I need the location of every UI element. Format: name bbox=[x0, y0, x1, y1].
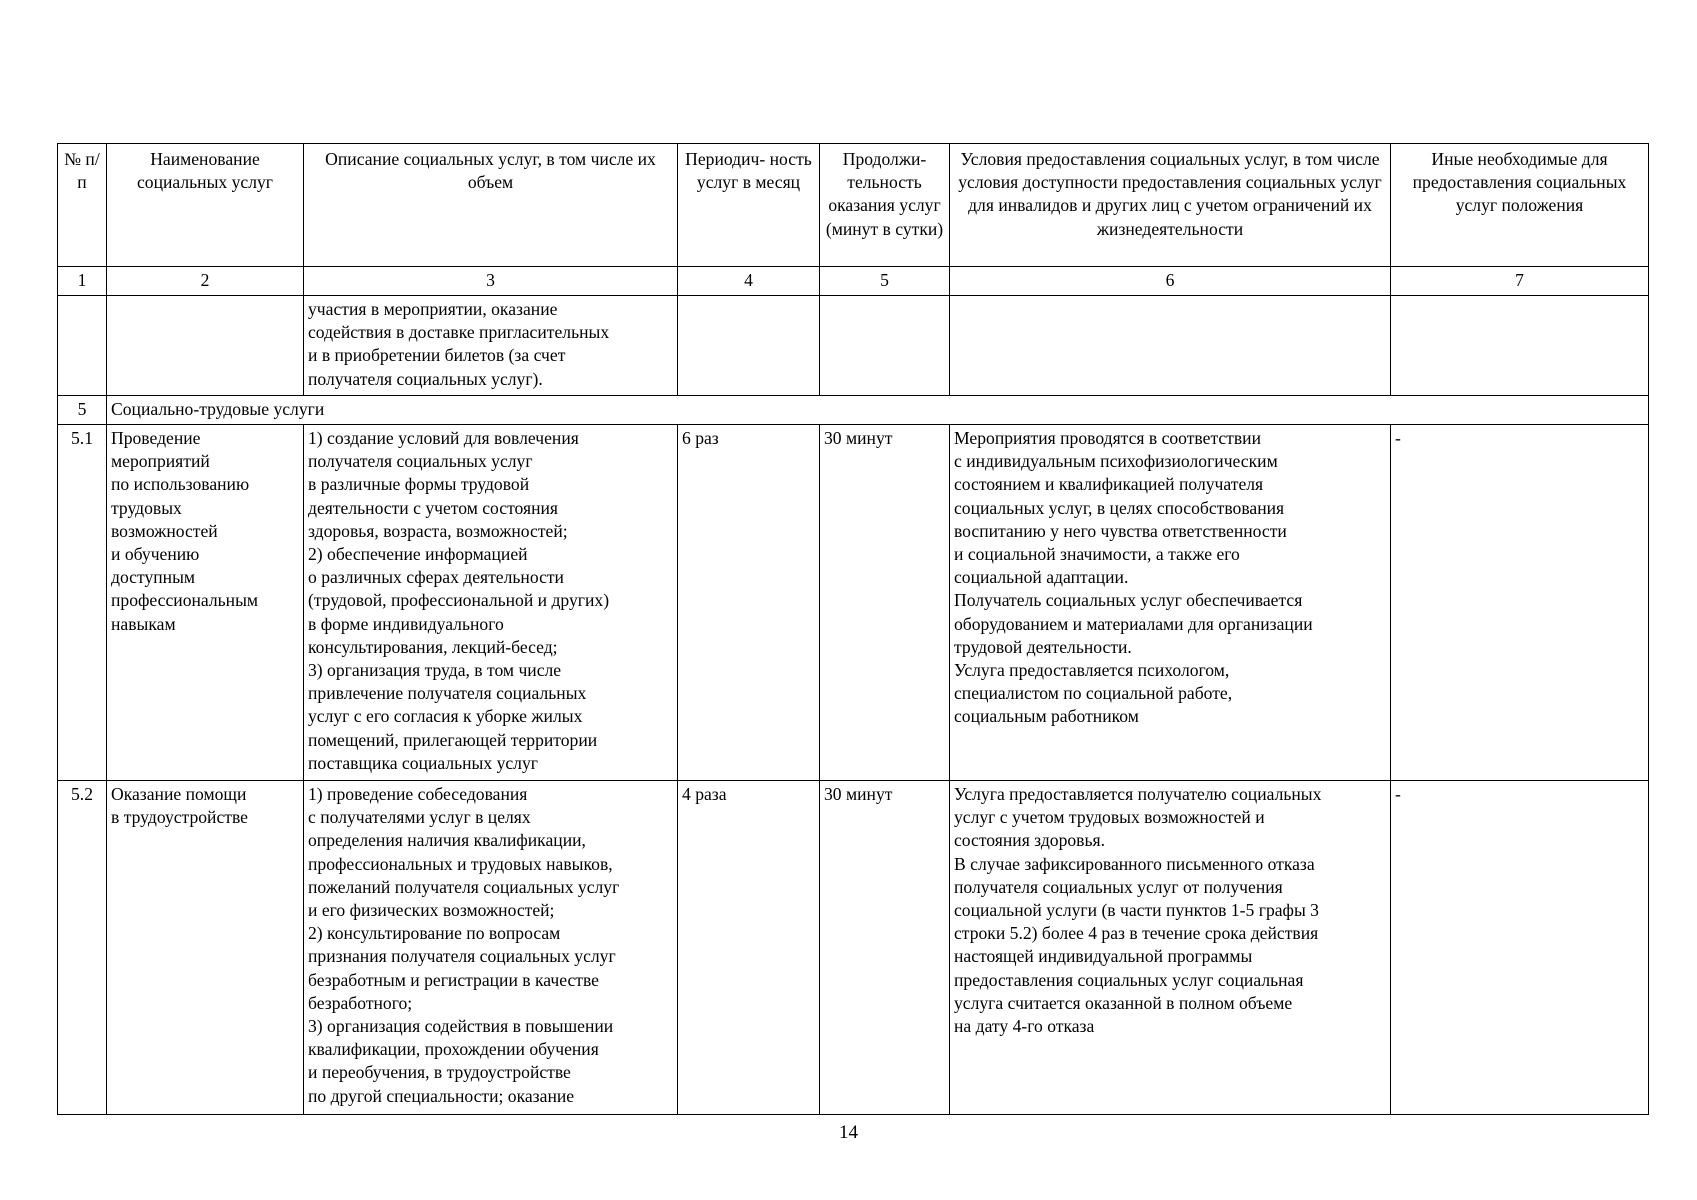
empty-cell bbox=[820, 296, 950, 396]
table-row bbox=[58, 425, 1649, 781]
service-periodicity: 4 раза bbox=[678, 781, 820, 1115]
column-number: 6 bbox=[950, 267, 1391, 296]
header-conditions: Условия предоставления социальных услуг, в том числе условия доступности предоставления социальных услуг для инвалидов и других лиц с учетом ограничений их жизнедеятельности bbox=[950, 144, 1391, 267]
row-number: 5.2 bbox=[58, 781, 107, 1115]
service-other: - bbox=[1391, 781, 1649, 1115]
service-other: - bbox=[1391, 425, 1649, 781]
header-description: Описание социальных услуг, в том числе их объем bbox=[304, 144, 678, 267]
service-duration: 30 минут bbox=[820, 425, 950, 781]
continuation-row bbox=[58, 296, 1649, 396]
column-number: 5 bbox=[820, 267, 950, 296]
column-number: 1 bbox=[58, 267, 107, 296]
header-row bbox=[58, 144, 1649, 267]
table-row bbox=[58, 781, 1649, 1115]
section-number: 5 bbox=[58, 396, 107, 425]
page-number: 14 bbox=[839, 1122, 858, 1143]
service-description: 1) проведение собеседования с получателями услуг в целях определения наличия квалификации, профессиональных и трудовых навыков, пожеланий получателя социальных услуг и его физических возможностей; 2) консультирование по вопросам признания получателя социальных услуг безработным и регистрации в качестве безработного; 3) организация содействия в повышении квалификации, прохождении обучения и переобучения, в трудоустройстве по другой специальности; оказание bbox=[304, 781, 678, 1115]
service-conditions: Мероприятия проводятся в соответствии с индивидуальным психофизиологическим состоянием и квалификацией получателя социальных услуг, в целях способствования воспитанию у него чувства ответственности и социальной значимости, а также его социальной адаптации. Получатель социальных услуг обеспечивается оборудованием и материалами для организации трудовой деятельности. Услуга предоставляется психологом, специалистом по социальной работе, социальным работником bbox=[950, 425, 1391, 781]
header-duration: Продолжи- тельность оказания услуг (минут в сутки) bbox=[820, 144, 950, 267]
empty-cell bbox=[678, 296, 820, 396]
column-number: 3 bbox=[304, 267, 678, 296]
service-name: Оказание помощи в трудоустройстве bbox=[107, 781, 304, 1115]
header-number: № п/п bbox=[58, 144, 107, 267]
row-number: 5.1 bbox=[58, 425, 107, 781]
empty-cell bbox=[107, 296, 304, 396]
section-title: Социально-трудовые услуги bbox=[107, 396, 1649, 425]
column-number: 7 bbox=[1391, 267, 1649, 296]
column-number: 2 bbox=[107, 267, 304, 296]
services-table bbox=[57, 143, 1649, 1115]
column-numbers-row bbox=[58, 267, 1649, 296]
service-periodicity: 6 раз bbox=[678, 425, 820, 781]
empty-cell bbox=[58, 296, 107, 396]
service-description: 1) создание условий для вовлечения получателя социальных услуг в различные формы трудовой деятельности с учетом состояния здоровья, возраста, возможностей; 2) обеспечение информацией о различных сферах деятельности (трудовой, профессиональной и других) в форме индивидуального консультирования, лекций-бесед; 3) организация труда, в том числе привлечение получателя социальных услуг с его согласия к уборке жилых помещений, прилегающей территории поставщика социальных услуг bbox=[304, 425, 678, 781]
header-periodicity: Периодич- ность услуг в месяц bbox=[678, 144, 820, 267]
continued-description: участия в мероприятии, оказание содействия в доставке пригласительных и в приобретении билетов (за счет получателя социальных услуг). bbox=[304, 296, 678, 396]
service-name: Проведение мероприятий по использованию трудовых возможностей и обучению доступным профессиональным навыкам bbox=[107, 425, 304, 781]
service-conditions: Услуга предоставляется получателю социальных услуг с учетом трудовых возможностей и состояния здоровья. В случае зафиксированного письменного отказа получателя социальных услуг от получения социальной услуги (в части пунктов 1-5 графы 3 строки 5.2) более 4 раз в течение срока действия настоящей индивидуальной программы предоставления социальных услуг социальная услуга считается оказанной в полном объеме на дату 4-го отказа bbox=[950, 781, 1391, 1115]
column-number: 4 bbox=[678, 267, 820, 296]
service-duration: 30 минут bbox=[820, 781, 950, 1115]
header-other: Иные необходимые для предоставления социальных услуг положения bbox=[1391, 144, 1649, 267]
empty-cell bbox=[950, 296, 1391, 396]
section-row bbox=[58, 396, 1649, 425]
empty-cell bbox=[1391, 296, 1649, 396]
header-service-name: Наименование социальных услуг bbox=[107, 144, 304, 267]
